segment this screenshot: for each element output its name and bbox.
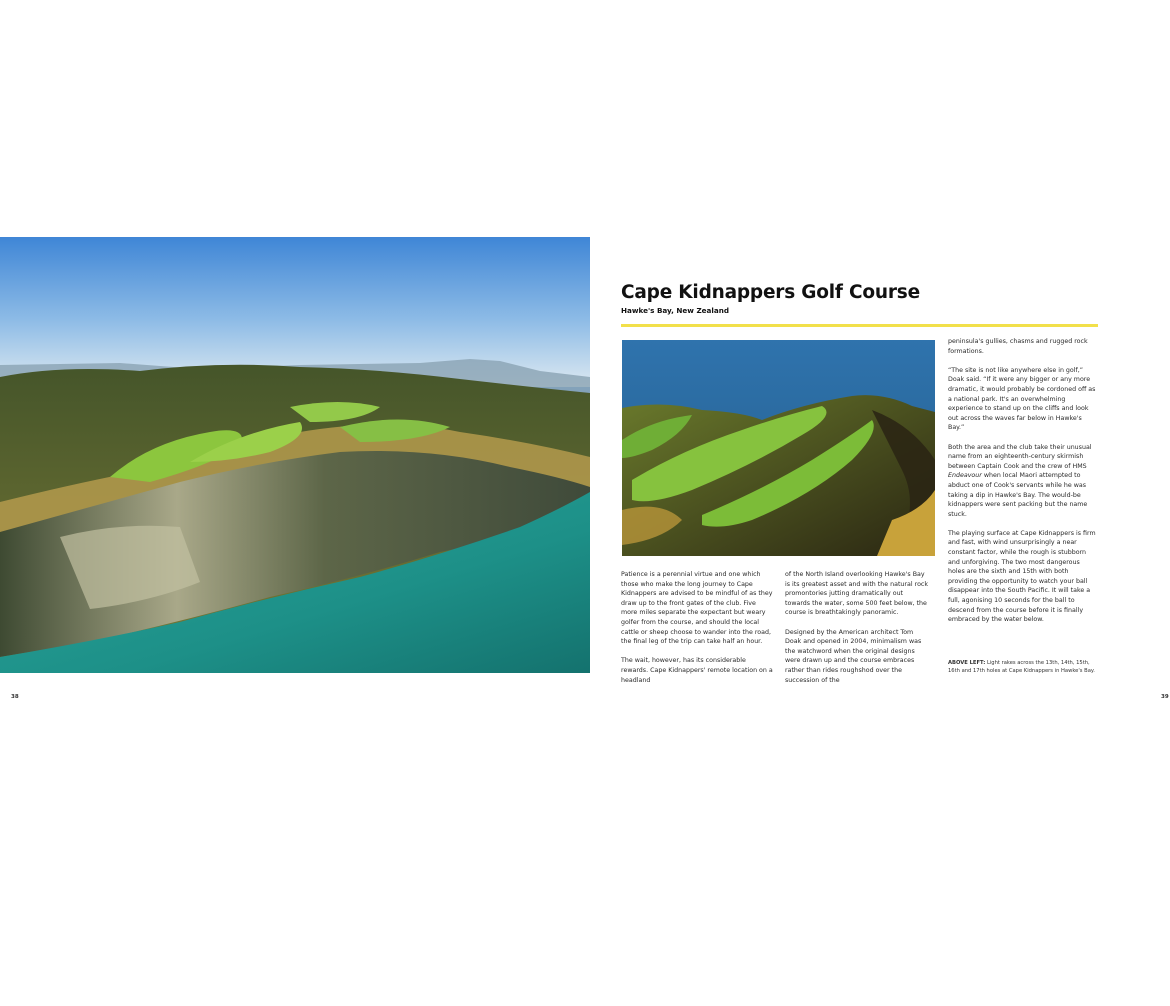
page-number-right: 39 bbox=[1161, 694, 1169, 700]
body-column-3 bbox=[948, 337, 1098, 634]
inset-photo bbox=[622, 340, 935, 556]
body-paragraph: of the North Island overlooking Hawke's Bay is its greatest asset and with the natural rock promontories jutting dramatically out towards the water, some 500 feet below, the course is breathtakingly panoramic. bbox=[785, 571, 929, 617]
body-column-1 bbox=[621, 570, 773, 695]
article-location: Hawke's Bay, New Zealand bbox=[621, 306, 729, 315]
body-paragraph: The playing surface at Cape Kidnappers is firm and fast, with wind unsurprisingly a near constant factor, while the rough is stubborn and unforgiving. The two most dangerous holes are the sixth and 15th with both providing the opportunity to watch your ball disappear into the South Pacific. It will take a full, agonising 10 seconds for the ball to descend from the course before it is finally embraced by the water below. bbox=[948, 529, 1096, 624]
aerial-coastline-photo-icon bbox=[0, 237, 590, 673]
article-title: Cape Kidnappers Golf Course bbox=[621, 282, 920, 303]
body-paragraph bbox=[948, 443, 1098, 520]
caption-text: Light rakes across the 13th, 14th, 15th, 16th and 17th holes at Cape Kidnappers in Hawke's Bay. bbox=[948, 660, 1095, 675]
page-number-left: 38 bbox=[11, 694, 19, 700]
aerial-fairways-photo-icon bbox=[622, 340, 935, 556]
body-paragraph: Patience is a perennial virtue and one which those who make the long journey to Cape Kidnappers are advised to be mindful of as they draw up to the front gates of the club. Five more miles separate the expectant but weary golfer from the course, and should the local cattle or sheep choose to wander into the road, the final leg of the trip can take half an hour. bbox=[621, 571, 773, 646]
body-text: when local Maori attempted to abduct one of Cook's servants while he was taking a dip in Hawke's Bay. The would-be kidnappers were sent packing but the name stuck. bbox=[948, 472, 1088, 518]
photo-caption bbox=[948, 659, 1098, 676]
yellow-divider-rule bbox=[621, 324, 1098, 327]
body-paragraph: peninsula's gullies, chasms and rugged rock formations. bbox=[948, 338, 1088, 355]
left-page-photo bbox=[0, 237, 590, 673]
body-text: Both the area and the club take their unusual name from an eighteenth-century skirmish between Captain Cook and the crew of HMS bbox=[948, 443, 1092, 470]
body-paragraph: Designed by the American architect Tom Doak and opened in 2004, minimalism was the watchword when the original designs were drawn up and the course embraces rather than rides roughshod over the succession of the bbox=[785, 628, 922, 684]
body-paragraph: The wait, however, has its considerable rewards. Cape Kidnappers' remote location on a headland bbox=[621, 657, 773, 684]
ship-name: Endeavour bbox=[948, 472, 982, 480]
caption-label: ABOVE LEFT: bbox=[948, 660, 986, 666]
body-column-2 bbox=[785, 570, 930, 695]
pull-quote-paragraph: “The site is not like anywhere else in golf,” Doak said. “If it were any bigger or any more dramatic, it would probably be cordoned off as a national park. It's an overwhelming experience to stand up on the cliffs and look out across the waves far below in Hawke's Bay.” bbox=[948, 366, 1096, 432]
